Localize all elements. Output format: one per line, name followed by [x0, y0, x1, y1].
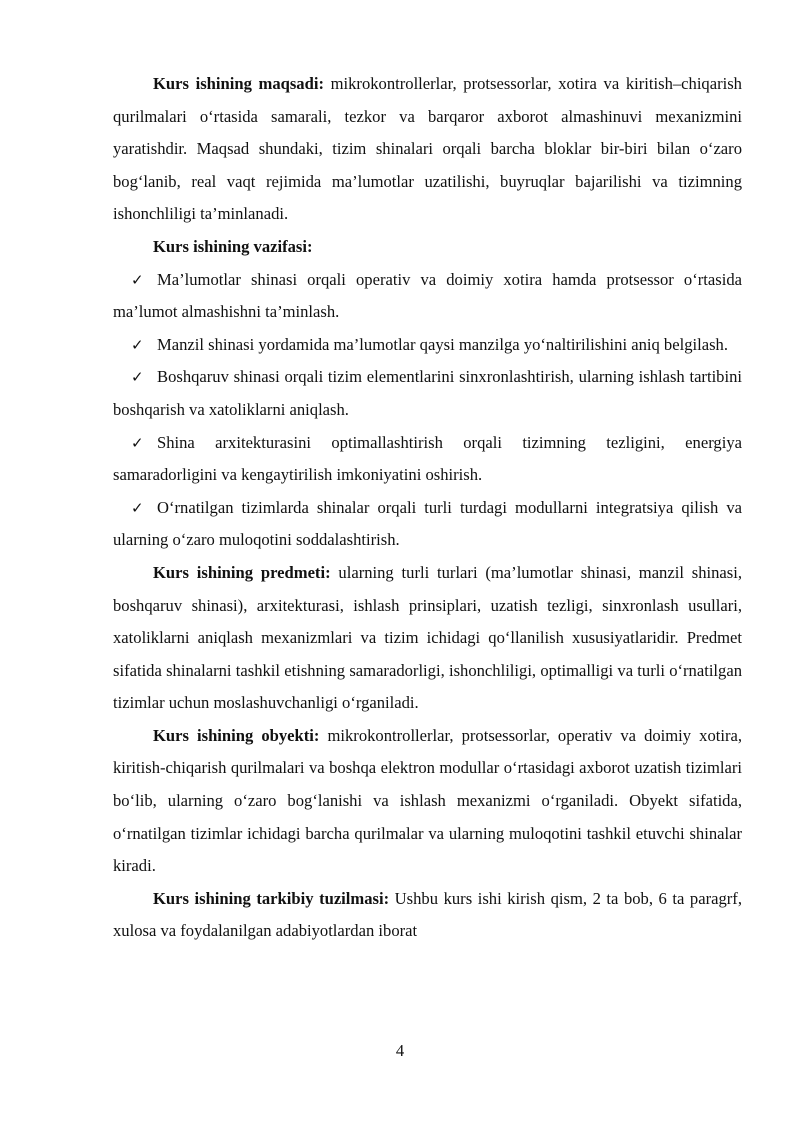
paragraph-predmeti [113, 557, 742, 720]
checkmark-icon: ✓ [131, 498, 144, 517]
task-item [113, 492, 742, 557]
paragraph-tuzilmasi [113, 883, 742, 948]
task-item [113, 427, 742, 492]
tuzilmasi-label: Kurs ishining tarkibiy tuzilmasi: [153, 888, 390, 908]
task-text: Shina arxitekturasini optimallashtirish orqali tizimning tezligini, energiya samaradorligini va kengaytirilish imkoniyatini oshirish. [113, 432, 742, 485]
task-text: Boshqaruv shinasi orqali tizim elementlarini sinxronlashtirish, ularning ishlash tartibini boshqarish va xatoliklarni aniqlash. [113, 367, 742, 419]
checkmark-icon: ✓ [131, 270, 144, 289]
vazifasi-label: Kurs ishining vazifasi: [153, 236, 313, 256]
predmeti-text: ularning turli turlari (ma’lumotlar shinasi, manzil shinasi, boshqaruv shinasi), arxitekturasi, ishlash prinsiplari, uzatish tezligi, sinxronlash usullari, xatoliklarni aniqlash mexanizmlari va tizim ichidagi qo‘llanilish xususiyatlaridir. Predmet sifatida shinalarni tashkil etishning samaradorligi, ishonchliligi, optimalligi va turli o‘rnatilgan tizimlar uchun moslashuvchanligi o‘rganiladi. [113, 562, 742, 713]
maqsad-label: Kurs ishining maqsadi: [153, 74, 324, 93]
task-item [113, 264, 742, 329]
paragraph-maqsad [113, 68, 742, 231]
obyekti-text: mikrokontrollerlar, protsessorlar, operativ va doimiy xotira, kiritish-chiqarish qurilmalari va boshqa elektron modullar o‘rtasidagi axborot uzatish tizimlari bo‘lib, ularning o‘zaro bog‘lanishi va ishlash mexanizmi o‘rganiladi. Obyekt sifatida, o‘rnatilgan tizimlar ichidagi barcha qurilmalar va ularning muloqotini tashkil etuvchi shinalar kiradi. [113, 725, 742, 876]
task-text: O‘rnatilgan tizimlarda shinalar orqali turli turdagi modullarni integratsiya qilish va ularning o‘zaro muloqotini soddalashtirish. [113, 497, 742, 550]
checkmark-icon: ✓ [131, 433, 144, 452]
task-text: Manzil shinasi yordamida ma’lumotlar qaysi manzilga yo‘naltirilishini aniq belgilash. [157, 334, 728, 354]
maqsad-text: mikrokontrollerlar, protsessorlar, xotira va kiritish–chiqarish qurilmalari o‘rtasida samarali, tezkor va barqaror axborot almashinuvi mexanizmini yaratishdir. Maqsad shundaki, tizim shinalari orqali barcha bloklar bir-biri bilan o‘zaro bog‘lanib, real vaqt rejimida ma’lumotlar uzatilishi, buyruqlar bajarilishi va tizimning ishonchliligi ta’minlanadi. [113, 74, 742, 224]
checkmark-icon: ✓ [131, 368, 144, 387]
task-item [113, 329, 742, 362]
checkmark-icon: ✓ [131, 335, 144, 354]
predmeti-label: Kurs ishining predmeti: [153, 562, 331, 582]
paragraph-vazifasi [113, 231, 742, 264]
task-text: Ma’lumotlar shinasi orqali operativ va doimiy xotira hamda protsessor o‘rtasida ma’lumot almashishni ta’minlash. [113, 269, 742, 322]
page-number: 4 [395, 1041, 405, 1060]
page-body [113, 68, 742, 948]
paragraph-obyekti [113, 720, 742, 883]
task-item [113, 361, 742, 426]
obyekti-label: Kurs ishining obyekti: [153, 725, 320, 745]
tuzilmasi-text: Ushbu kurs ishi kirish qism, 2 ta bob, 6 ta paragrf, xulosa va foydalanilgan adabiyotlardan iborat [113, 888, 742, 941]
